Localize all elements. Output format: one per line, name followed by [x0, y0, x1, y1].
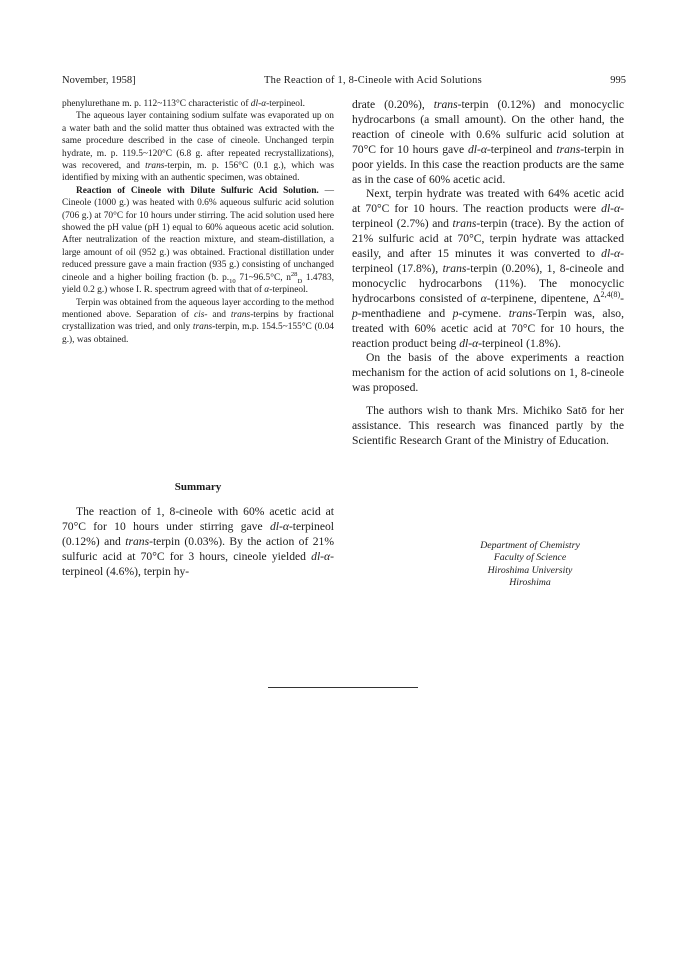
italic-run: trans	[192, 322, 213, 333]
text-run: -terpins by fractional crystallization was tried, and only	[62, 309, 334, 333]
text-run: -terpineol (1.8%).	[478, 336, 561, 350]
text-run: Δ	[593, 291, 601, 305]
superscript: 28	[290, 270, 298, 278]
superscript: 2,4(8)	[600, 289, 621, 299]
text-run: — Cineole (1000 g.) was heated with 0.6% aqueous sulfuric acid solution (706 g.) at 70°C for 10 hours under stirring. The acid solution used here showed the pH value (pH 1) equal to 60% aqueous acetic acid solution. After neutralization of the reaction mixture, and steam-distillation, a large amount of oil (952 g.) was obtained. Fractional distillation under reduced pressure gave a main fraction (935 g.) consisting of unchanged cineole and a higher boiling fraction (b. p.	[62, 185, 335, 283]
text-run: phenylurethane m. p. 112~113°C characteristic of	[62, 99, 251, 109]
subscript: 10	[229, 277, 236, 285]
affiliation-city: Hiroshima	[509, 577, 551, 589]
left-paragraph-3	[62, 185, 334, 297]
italic-run: p	[352, 306, 358, 320]
italic-run: α	[264, 285, 270, 296]
acknowledgement	[352, 404, 624, 449]
summary-body	[62, 505, 334, 580]
text-run: -cymene.	[458, 306, 509, 320]
text-run: -terpineol (2.7%) and	[352, 202, 624, 231]
text-run: On the basis of the above experiments a reaction mechanism for the action of acid solutions on 1, 8-cineole was proposed.	[352, 351, 624, 395]
right-paragraph-2	[352, 187, 624, 351]
text-run: -terpin (0.12%) and monocyclic hydrocarbons (a small amount). On the other hand, the reaction of cineole with 0.6% sulfuric acid solution at 70°C for 10 hours gave	[352, 98, 624, 156]
left-paragraph-2	[62, 110, 334, 184]
text-run: -terpin (0.03%). By the action of 21% sulfuric acid at 70°C for 3 hours, cineole yielded	[62, 534, 334, 563]
text-run: -terpin, m. p. 156°C (0.1 g.), which was identified by mixing with an authentic specimen, was obtained.	[62, 161, 334, 184]
italic-run: dl-α	[311, 549, 331, 563]
italic-run: trans	[230, 309, 251, 320]
italic-run: dl-α	[459, 336, 479, 350]
text-run: - and	[204, 309, 231, 320]
text-run: The authors wish to thank Mrs. Michiko Satō for her assistance. This research was financed partly by the Scientific Research Grant of the Ministry of Education.	[352, 404, 624, 447]
affiliation-university: Hiroshima University	[487, 564, 573, 576]
italic-run: trans	[145, 161, 165, 172]
italic-run: trans	[433, 98, 458, 111]
italic-run: dl-α	[250, 99, 267, 109]
italic-run: dl-α	[601, 202, 621, 216]
right-column	[352, 98, 624, 449]
affiliation-department: Department of Chemistry	[480, 540, 580, 551]
header-date: November, 1958]	[62, 74, 136, 86]
text-run: 71~96.5°C, n	[235, 272, 291, 283]
text-run: -terpin (trace). By the action of 21% sulfuric acid at 70°C, terpin hydrate was attacked easily, and after 15 minutes it was converted to	[352, 217, 624, 261]
text-run: -terpin in poor yields. In this case the reaction products are the same as in the case of 60% acetic acid.	[352, 142, 625, 186]
text-run: Terpin was obtained from the aqueous layer according to the method mentioned above. Separation of	[62, 297, 334, 320]
text-run: -terpineol (4.6%), terpin hy-	[62, 549, 334, 578]
text-run: -menthadiene and	[357, 306, 453, 320]
text-run: Next, terpin hydrate was treated with 64% acetic acid at 70°C for 10 hours. The reaction products were	[352, 187, 624, 216]
text-run: The reaction of 1, 8-cineole with 60% acetic acid at 70°C for 10 hours under stirring gave	[62, 505, 334, 533]
italic-run: p	[452, 306, 459, 320]
italic-run: cis	[193, 309, 205, 320]
text-run: drate (0.20%),	[352, 98, 434, 111]
page-number: 995	[610, 74, 626, 86]
left-column	[62, 98, 334, 346]
italic-run: trans	[508, 306, 533, 320]
italic-run: trans	[442, 261, 467, 275]
text-run: -	[620, 291, 625, 305]
text-run: -terpin, m.p. 154.5~155°C (0.04 g.), was obtained.	[62, 322, 334, 345]
text-run: -terpineol.	[269, 285, 309, 296]
affiliation-block	[440, 540, 620, 590]
text-run: The aqueous layer containing sodium sulfate was evaporated up on a water bath and the solid matter thus obtained was extracted with the same procedure described in the case of cineole. Unchanged terpin hydrate, m. p. 119.5~120°C (6.8 g. after repeated recrystallizations), was recovered, and	[62, 111, 334, 172]
summary-paragraph	[62, 505, 334, 580]
italic-run: trans	[125, 534, 150, 548]
right-paragraph-1	[352, 98, 624, 187]
section-run-in-heading: Reaction of Cineole with Dilute Sulfuric Acid Solution.	[76, 185, 319, 196]
right-paragraph-3	[352, 351, 624, 396]
affiliation-faculty: Faculty of Science	[493, 552, 567, 564]
end-rule	[268, 687, 418, 688]
summary-heading: Summary	[174, 481, 222, 493]
text-run: -terpineol and	[486, 142, 557, 156]
italic-run: dl-α	[601, 247, 621, 261]
text-run: -terpin (0.20%), 1, 8-cineole and monocyclic hydrocarbons (11%). The monocyclic hydrocarbons consisted of	[352, 261, 624, 305]
italic-run: dl-α	[467, 142, 487, 156]
text-run: -terpineol (0.12%) and	[62, 519, 334, 548]
italic-run: trans	[452, 217, 477, 231]
subscript: D	[297, 277, 303, 285]
italic-run: dl-α	[269, 519, 289, 533]
text-run: -terpineol.	[266, 99, 305, 109]
left-paragraph-4	[62, 297, 334, 347]
text-run: -terpinene, dipentene,	[486, 291, 594, 305]
text-run: 1.4783, yield 0.2 g.) whose I. R. spectrum agreed with that of	[62, 272, 335, 296]
header-title: The Reaction of 1, 8-Cineole with Acid Solutions	[264, 74, 482, 86]
left-paragraph-1	[62, 98, 334, 110]
italic-run: α	[480, 291, 487, 305]
text-run: -Terpin was, also, treated with 60% acetic acid at 70°C for 10 hours, the reaction product being	[352, 306, 624, 350]
running-header	[62, 73, 626, 87]
italic-run: trans	[556, 142, 581, 156]
text-run: -terpineol (17.8%),	[352, 247, 624, 275]
